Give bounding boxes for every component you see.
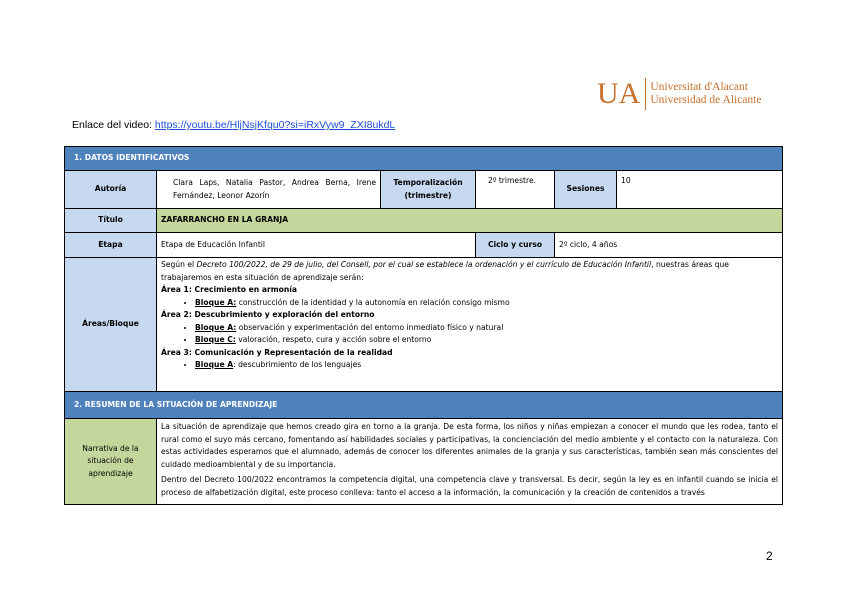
section1-header: 1. DATOS IDENTIFICATIVOS [65,147,783,171]
areas-content [157,258,783,392]
sesiones-label: Sesiones [555,171,617,209]
video-label: Enlace del video: [72,119,155,131]
narrativa-content [157,419,783,505]
area-2-bloque-a: • Bloque A: observación y experimentación del entorno inmediato físico y natural [195,322,778,335]
temporalizacion-label: Temporalización (trimestre) [381,171,476,209]
university-logo [597,78,761,110]
video-line [72,119,395,131]
narrativa-paragraph-2: Dentro del Decreto 100/2022 encontramos la competencia digital, una competencia clave y transversal. Es decir, según la ley es en infantil cuando se inicia el proceso de alfabetización digital, este proceso conlleva: tanto el acceso a la información, la comunicación y la creación de contenidos a través [161,475,778,497]
etapa-value: Etapa de Educación Infantil [157,233,476,258]
logo-divider [645,78,646,110]
area-1: Área 1: Crecimiento en armonía [161,285,297,294]
ciclo-label: Ciclo y curso [476,233,555,258]
sesiones-value: 10 [617,171,783,209]
video-link[interactable]: https://youtu.be/HljNsjKfqu0?si=iRxVyw9_ZXI8ukdL [154,119,396,131]
area-3-bloque-a: • Bloque A: descubrimiento de los lenguajes [195,359,778,372]
autoria-label: Autoría [65,171,157,209]
logo-mark: UA [597,77,641,110]
autoria-value: Clara Laps, Natalia Pastor, Andrea Berna, Irene Fernández, Leonor Azorín [157,171,381,209]
area-2-bloque-c: • Bloque C: valoración, respeto, cura y acción sobre el entorno [195,334,778,347]
situation-table [64,146,783,505]
areas-intro: Según el Decreto 100/2022, de 29 de julio, del Consell, por el cual se establece la ordenación y el currículo de Educación Infantil, nuestras áreas que trabajaremos en esta situación de aprendizaje serán: [161,260,729,282]
areas-label: Áreas/Bloque [65,258,157,392]
area-2: Área 2: Descubrimiento y exploración del entorno [161,310,375,319]
area-1-bloque-a: • Bloque A: construcción de la identidad y la autonomía en relación consigo mismo [195,297,778,310]
ciclo-value: 2º ciclo, 4 años [555,233,783,258]
etapa-label: Etapa [65,233,157,258]
section2-header: 2. RESUMEN DE LA SITUACIÓN DE APRENDIZAJE [65,392,783,419]
logo-name-spanish: Universidad de Alicante [650,94,762,106]
logo-names [650,81,761,107]
page-number: 2 [766,549,773,563]
temporalizacion-value: 2º trimestre. [476,171,555,209]
area-3: Área 3: Comunicación y Representación de la realidad [161,347,393,357]
narrativa-label: Narrativa de la situación de aprendizaje [65,419,157,505]
narrativa-paragraph-1: La situación de aprendizaje que hemos creado gira en torno a la granja. De esta forma, los niños y niñas empiezan a conocer el mundo que les rodea, tanto el rural como el suyo más cercano, fomentando así habilidades sociales y participativas, la concienciación del medio ambiente y el contacto con la naturaleza. Con estas actividades esperamos que el alumnado, además de conocer los diferentes animales de la granja y sus características, también sean más conscientes del cuidado medioambiental y de su importancia. [161,422,778,469]
logo-name-valencian: Universitat d'Alacant [650,81,748,93]
titulo-label: Título [65,209,157,233]
titulo-value: ZAFARRANCHO EN LA GRANJA [157,209,783,233]
